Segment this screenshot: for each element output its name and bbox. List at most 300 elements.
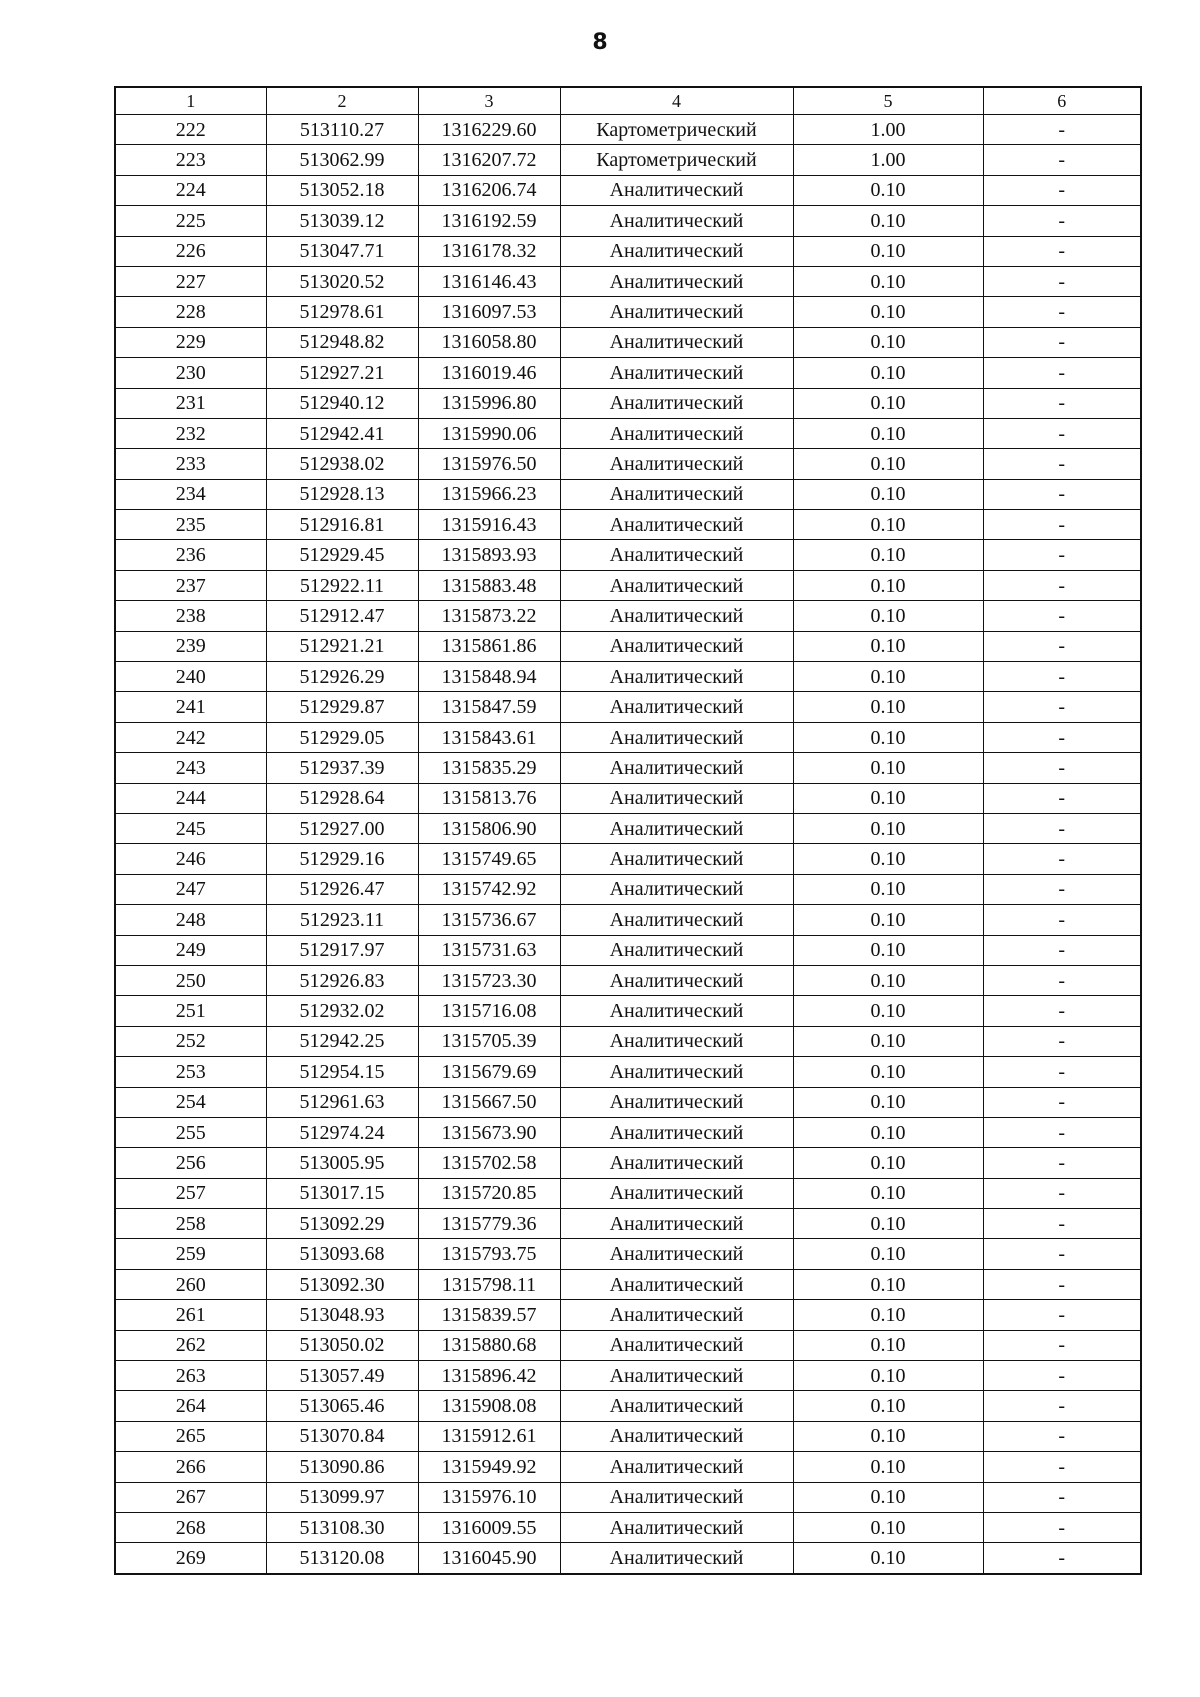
- point-number-cell: 257: [115, 1178, 266, 1208]
- x-coordinate-cell: 513092.30: [266, 1269, 418, 1299]
- accuracy-cell: 0.10: [793, 1026, 983, 1056]
- point-number-cell: 242: [115, 722, 266, 752]
- table-row: [115, 358, 1141, 388]
- table-row: [115, 449, 1141, 479]
- description-cell: -: [983, 388, 1141, 418]
- point-number-cell: 245: [115, 813, 266, 843]
- y-coordinate-cell: 1315908.08: [418, 1391, 560, 1421]
- method-cell: Аналитический: [560, 631, 793, 661]
- method-cell: Аналитический: [560, 388, 793, 418]
- x-coordinate-cell: 512929.87: [266, 692, 418, 722]
- table-row: [115, 236, 1141, 266]
- table-row: [115, 935, 1141, 965]
- y-coordinate-cell: 1315835.29: [418, 753, 560, 783]
- point-number-cell: 263: [115, 1361, 266, 1391]
- method-cell: Аналитический: [560, 874, 793, 904]
- accuracy-cell: 0.10: [793, 236, 983, 266]
- y-coordinate-cell: 1315667.50: [418, 1087, 560, 1117]
- method-cell: Аналитический: [560, 479, 793, 509]
- point-number-cell: 228: [115, 297, 266, 327]
- description-cell: -: [983, 1087, 1141, 1117]
- accuracy-cell: 0.10: [793, 1117, 983, 1147]
- y-coordinate-cell: 1316229.60: [418, 115, 560, 145]
- method-cell: Аналитический: [560, 813, 793, 843]
- point-number-cell: 237: [115, 570, 266, 600]
- method-cell: Аналитический: [560, 1269, 793, 1299]
- description-cell: -: [983, 145, 1141, 175]
- column-header: 3: [418, 87, 560, 115]
- x-coordinate-cell: 513047.71: [266, 236, 418, 266]
- accuracy-cell: 0.10: [793, 813, 983, 843]
- x-coordinate-cell: 512917.97: [266, 935, 418, 965]
- method-cell: Аналитический: [560, 662, 793, 692]
- point-number-cell: 250: [115, 965, 266, 995]
- y-coordinate-cell: 1316019.46: [418, 358, 560, 388]
- point-number-cell: 241: [115, 692, 266, 722]
- point-number-cell: 235: [115, 510, 266, 540]
- table-row: [115, 266, 1141, 296]
- y-coordinate-cell: 1316206.74: [418, 175, 560, 205]
- accuracy-cell: 0.10: [793, 1482, 983, 1512]
- method-cell: Аналитический: [560, 1148, 793, 1178]
- y-coordinate-cell: 1315883.48: [418, 570, 560, 600]
- y-coordinate-cell: 1315976.10: [418, 1482, 560, 1512]
- y-coordinate-cell: 1316097.53: [418, 297, 560, 327]
- accuracy-cell: 0.10: [793, 1452, 983, 1482]
- accuracy-cell: 0.10: [793, 266, 983, 296]
- table-row: [115, 327, 1141, 357]
- y-coordinate-cell: 1315813.76: [418, 783, 560, 813]
- accuracy-cell: 0.10: [793, 449, 983, 479]
- column-header: 4: [560, 87, 793, 115]
- point-number-cell: 248: [115, 905, 266, 935]
- method-cell: Аналитический: [560, 1117, 793, 1147]
- y-coordinate-cell: 1316058.80: [418, 327, 560, 357]
- method-cell: Аналитический: [560, 570, 793, 600]
- description-cell: -: [983, 1239, 1141, 1269]
- description-cell: -: [983, 358, 1141, 388]
- method-cell: Аналитический: [560, 1239, 793, 1269]
- accuracy-cell: 0.10: [793, 1178, 983, 1208]
- accuracy-cell: 0.10: [793, 631, 983, 661]
- method-cell: Аналитический: [560, 935, 793, 965]
- table-row: [115, 1421, 1141, 1451]
- table-row: [115, 1148, 1141, 1178]
- description-cell: -: [983, 236, 1141, 266]
- description-cell: -: [983, 844, 1141, 874]
- x-coordinate-cell: 512954.15: [266, 1057, 418, 1087]
- y-coordinate-cell: 1315996.80: [418, 388, 560, 418]
- y-coordinate-cell: 1315779.36: [418, 1209, 560, 1239]
- description-cell: -: [983, 753, 1141, 783]
- accuracy-cell: 0.10: [793, 510, 983, 540]
- point-number-cell: 253: [115, 1057, 266, 1087]
- table-row: [115, 570, 1141, 600]
- accuracy-cell: 0.10: [793, 1269, 983, 1299]
- y-coordinate-cell: 1315966.23: [418, 479, 560, 509]
- method-cell: Аналитический: [560, 722, 793, 752]
- point-number-cell: 232: [115, 418, 266, 448]
- description-cell: -: [983, 1269, 1141, 1299]
- table-row: [115, 783, 1141, 813]
- y-coordinate-cell: 1316146.43: [418, 266, 560, 296]
- description-cell: -: [983, 965, 1141, 995]
- y-coordinate-cell: 1315742.92: [418, 874, 560, 904]
- accuracy-cell: 0.10: [793, 753, 983, 783]
- x-coordinate-cell: 512926.29: [266, 662, 418, 692]
- accuracy-cell: 0.10: [793, 1391, 983, 1421]
- method-cell: Аналитический: [560, 358, 793, 388]
- x-coordinate-cell: 512916.81: [266, 510, 418, 540]
- y-coordinate-cell: 1316207.72: [418, 145, 560, 175]
- y-coordinate-cell: 1315949.92: [418, 1452, 560, 1482]
- description-cell: -: [983, 1026, 1141, 1056]
- y-coordinate-cell: 1316192.59: [418, 206, 560, 236]
- y-coordinate-cell: 1315736.67: [418, 905, 560, 935]
- point-number-cell: 247: [115, 874, 266, 904]
- description-cell: -: [983, 1452, 1141, 1482]
- x-coordinate-cell: 512929.16: [266, 844, 418, 874]
- point-number-cell: 236: [115, 540, 266, 570]
- method-cell: Аналитический: [560, 236, 793, 266]
- method-cell: Аналитический: [560, 1361, 793, 1391]
- accuracy-cell: 0.10: [793, 1543, 983, 1574]
- description-cell: -: [983, 662, 1141, 692]
- description-cell: -: [983, 905, 1141, 935]
- method-cell: Аналитический: [560, 510, 793, 540]
- table-row: [115, 206, 1141, 236]
- accuracy-cell: 0.10: [793, 965, 983, 995]
- description-cell: -: [983, 570, 1141, 600]
- x-coordinate-cell: 513062.99: [266, 145, 418, 175]
- table-row: [115, 1543, 1141, 1574]
- method-cell: Картометрический: [560, 115, 793, 145]
- description-cell: -: [983, 510, 1141, 540]
- method-cell: Аналитический: [560, 540, 793, 570]
- description-cell: -: [983, 266, 1141, 296]
- table-row: [115, 1330, 1141, 1360]
- description-cell: -: [983, 601, 1141, 631]
- x-coordinate-cell: 512937.39: [266, 753, 418, 783]
- method-cell: Аналитический: [560, 266, 793, 296]
- description-cell: -: [983, 1178, 1141, 1208]
- description-cell: -: [983, 631, 1141, 661]
- y-coordinate-cell: 1315673.90: [418, 1117, 560, 1147]
- x-coordinate-cell: 512928.13: [266, 479, 418, 509]
- x-coordinate-cell: 512938.02: [266, 449, 418, 479]
- method-cell: Аналитический: [560, 1452, 793, 1482]
- x-coordinate-cell: 513110.27: [266, 115, 418, 145]
- accuracy-cell: 0.10: [793, 1421, 983, 1451]
- y-coordinate-cell: 1315798.11: [418, 1269, 560, 1299]
- point-number-cell: 231: [115, 388, 266, 418]
- method-cell: Аналитический: [560, 753, 793, 783]
- method-cell: Аналитический: [560, 1421, 793, 1451]
- description-cell: -: [983, 813, 1141, 843]
- x-coordinate-cell: 513070.84: [266, 1421, 418, 1451]
- point-number-cell: 222: [115, 115, 266, 145]
- table-row: [115, 1512, 1141, 1542]
- table-body: [115, 115, 1141, 1574]
- point-number-cell: 267: [115, 1482, 266, 1512]
- method-cell: Аналитический: [560, 418, 793, 448]
- table-row: [115, 1209, 1141, 1239]
- point-number-cell: 262: [115, 1330, 266, 1360]
- description-cell: -: [983, 1148, 1141, 1178]
- x-coordinate-cell: 512978.61: [266, 297, 418, 327]
- accuracy-cell: 0.10: [793, 783, 983, 813]
- point-number-cell: 261: [115, 1300, 266, 1330]
- table-row: [115, 905, 1141, 935]
- x-coordinate-cell: 512927.00: [266, 813, 418, 843]
- accuracy-cell: 0.10: [793, 1512, 983, 1542]
- point-number-cell: 225: [115, 206, 266, 236]
- method-cell: Аналитический: [560, 327, 793, 357]
- table-row: [115, 1057, 1141, 1087]
- table-header-row: [115, 87, 1141, 115]
- table-row: [115, 479, 1141, 509]
- y-coordinate-cell: 1315716.08: [418, 996, 560, 1026]
- method-cell: Аналитический: [560, 1543, 793, 1574]
- x-coordinate-cell: 512926.47: [266, 874, 418, 904]
- method-cell: Аналитический: [560, 905, 793, 935]
- description-cell: -: [983, 479, 1141, 509]
- method-cell: Аналитический: [560, 1026, 793, 1056]
- point-number-cell: 254: [115, 1087, 266, 1117]
- y-coordinate-cell: 1315731.63: [418, 935, 560, 965]
- x-coordinate-cell: 513092.29: [266, 1209, 418, 1239]
- column-header: 2: [266, 87, 418, 115]
- x-coordinate-cell: 512940.12: [266, 388, 418, 418]
- accuracy-cell: 0.10: [793, 1148, 983, 1178]
- description-cell: -: [983, 1361, 1141, 1391]
- accuracy-cell: 0.10: [793, 1087, 983, 1117]
- x-coordinate-cell: 512929.45: [266, 540, 418, 570]
- accuracy-cell: 0.10: [793, 844, 983, 874]
- description-cell: -: [983, 1421, 1141, 1451]
- description-cell: -: [983, 418, 1141, 448]
- y-coordinate-cell: 1315880.68: [418, 1330, 560, 1360]
- description-cell: -: [983, 1391, 1141, 1421]
- method-cell: Картометрический: [560, 145, 793, 175]
- method-cell: Аналитический: [560, 1512, 793, 1542]
- point-number-cell: 249: [115, 935, 266, 965]
- y-coordinate-cell: 1315806.90: [418, 813, 560, 843]
- point-number-cell: 234: [115, 479, 266, 509]
- description-cell: -: [983, 996, 1141, 1026]
- y-coordinate-cell: 1315848.94: [418, 662, 560, 692]
- point-number-cell: 260: [115, 1269, 266, 1299]
- point-number-cell: 226: [115, 236, 266, 266]
- page-number: 8: [592, 30, 608, 55]
- point-number-cell: 255: [115, 1117, 266, 1147]
- y-coordinate-cell: 1316009.55: [418, 1512, 560, 1542]
- accuracy-cell: 0.10: [793, 692, 983, 722]
- table-row: [115, 1452, 1141, 1482]
- table-row: [115, 996, 1141, 1026]
- accuracy-cell: 0.10: [793, 327, 983, 357]
- accuracy-cell: 0.10: [793, 996, 983, 1026]
- table-row: [115, 145, 1141, 175]
- y-coordinate-cell: 1315843.61: [418, 722, 560, 752]
- method-cell: Аналитический: [560, 1057, 793, 1087]
- x-coordinate-cell: 512928.64: [266, 783, 418, 813]
- x-coordinate-cell: 513057.49: [266, 1361, 418, 1391]
- x-coordinate-cell: 513120.08: [266, 1543, 418, 1574]
- accuracy-cell: 0.10: [793, 1209, 983, 1239]
- accuracy-cell: 0.10: [793, 1361, 983, 1391]
- accuracy-cell: 0.10: [793, 358, 983, 388]
- method-cell: Аналитический: [560, 1300, 793, 1330]
- y-coordinate-cell: 1315916.43: [418, 510, 560, 540]
- description-cell: -: [983, 1117, 1141, 1147]
- description-cell: -: [983, 115, 1141, 145]
- x-coordinate-cell: 513050.02: [266, 1330, 418, 1360]
- x-coordinate-cell: 513108.30: [266, 1512, 418, 1542]
- table-row: [115, 874, 1141, 904]
- description-cell: -: [983, 874, 1141, 904]
- column-header: 6: [983, 87, 1141, 115]
- point-number-cell: 266: [115, 1452, 266, 1482]
- method-cell: Аналитический: [560, 1209, 793, 1239]
- y-coordinate-cell: 1315702.58: [418, 1148, 560, 1178]
- point-number-cell: 230: [115, 358, 266, 388]
- point-number-cell: 264: [115, 1391, 266, 1421]
- accuracy-cell: 0.10: [793, 1057, 983, 1087]
- table-row: [115, 1391, 1141, 1421]
- accuracy-cell: 0.10: [793, 297, 983, 327]
- x-coordinate-cell: 513093.68: [266, 1239, 418, 1269]
- method-cell: Аналитический: [560, 206, 793, 236]
- table-row: [115, 662, 1141, 692]
- table-row: [115, 388, 1141, 418]
- y-coordinate-cell: 1315793.75: [418, 1239, 560, 1269]
- x-coordinate-cell: 512912.47: [266, 601, 418, 631]
- point-number-cell: 238: [115, 601, 266, 631]
- description-cell: -: [983, 327, 1141, 357]
- point-number-cell: 246: [115, 844, 266, 874]
- table-row: [115, 813, 1141, 843]
- accuracy-cell: 0.10: [793, 388, 983, 418]
- table-row: [115, 1482, 1141, 1512]
- description-cell: -: [983, 175, 1141, 205]
- description-cell: -: [983, 1482, 1141, 1512]
- y-coordinate-cell: 1315749.65: [418, 844, 560, 874]
- x-coordinate-cell: 513052.18: [266, 175, 418, 205]
- point-number-cell: 268: [115, 1512, 266, 1542]
- method-cell: Аналитический: [560, 996, 793, 1026]
- method-cell: Аналитический: [560, 1391, 793, 1421]
- accuracy-cell: 0.10: [793, 1300, 983, 1330]
- table-row: [115, 510, 1141, 540]
- x-coordinate-cell: 513099.97: [266, 1482, 418, 1512]
- table-row: [115, 753, 1141, 783]
- method-cell: Аналитический: [560, 1330, 793, 1360]
- x-coordinate-cell: 513048.93: [266, 1300, 418, 1330]
- method-cell: Аналитический: [560, 1178, 793, 1208]
- point-number-cell: 252: [115, 1026, 266, 1056]
- table-row: [115, 601, 1141, 631]
- description-cell: -: [983, 935, 1141, 965]
- description-cell: -: [983, 540, 1141, 570]
- description-cell: -: [983, 449, 1141, 479]
- y-coordinate-cell: 1315839.57: [418, 1300, 560, 1330]
- accuracy-cell: 0.10: [793, 540, 983, 570]
- y-coordinate-cell: 1315912.61: [418, 1421, 560, 1451]
- table-row: [115, 844, 1141, 874]
- point-number-cell: 258: [115, 1209, 266, 1239]
- x-coordinate-cell: 512929.05: [266, 722, 418, 752]
- x-coordinate-cell: 512926.83: [266, 965, 418, 995]
- x-coordinate-cell: 512932.02: [266, 996, 418, 1026]
- y-coordinate-cell: 1315873.22: [418, 601, 560, 631]
- method-cell: Аналитический: [560, 601, 793, 631]
- table-row: [115, 540, 1141, 570]
- description-cell: -: [983, 297, 1141, 327]
- table-row: [115, 175, 1141, 205]
- y-coordinate-cell: 1315705.39: [418, 1026, 560, 1056]
- point-number-cell: 233: [115, 449, 266, 479]
- point-number-cell: 224: [115, 175, 266, 205]
- method-cell: Аналитический: [560, 783, 793, 813]
- accuracy-cell: 0.10: [793, 601, 983, 631]
- x-coordinate-cell: 513017.15: [266, 1178, 418, 1208]
- y-coordinate-cell: 1315679.69: [418, 1057, 560, 1087]
- x-coordinate-cell: 512923.11: [266, 905, 418, 935]
- x-coordinate-cell: 512942.25: [266, 1026, 418, 1056]
- description-cell: -: [983, 1057, 1141, 1087]
- y-coordinate-cell: 1315723.30: [418, 965, 560, 995]
- accuracy-cell: 1.00: [793, 145, 983, 175]
- y-coordinate-cell: 1315861.86: [418, 631, 560, 661]
- x-coordinate-cell: 513039.12: [266, 206, 418, 236]
- column-header: 5: [793, 87, 983, 115]
- coordinates-table: [114, 86, 1142, 1575]
- accuracy-cell: 0.10: [793, 1239, 983, 1269]
- accuracy-cell: 0.10: [793, 206, 983, 236]
- x-coordinate-cell: 513090.86: [266, 1452, 418, 1482]
- point-number-cell: 265: [115, 1421, 266, 1451]
- x-coordinate-cell: 513005.95: [266, 1148, 418, 1178]
- x-coordinate-cell: 512974.24: [266, 1117, 418, 1147]
- point-number-cell: 227: [115, 266, 266, 296]
- description-cell: -: [983, 1330, 1141, 1360]
- accuracy-cell: 0.10: [793, 570, 983, 600]
- method-cell: Аналитический: [560, 1482, 793, 1512]
- point-number-cell: 251: [115, 996, 266, 1026]
- description-cell: -: [983, 783, 1141, 813]
- method-cell: Аналитический: [560, 175, 793, 205]
- description-cell: -: [983, 206, 1141, 236]
- column-header: 1: [115, 87, 266, 115]
- accuracy-cell: 1.00: [793, 115, 983, 145]
- table-row: [115, 1178, 1141, 1208]
- y-coordinate-cell: 1315720.85: [418, 1178, 560, 1208]
- point-number-cell: 243: [115, 753, 266, 783]
- table-row: [115, 1117, 1141, 1147]
- table-row: [115, 631, 1141, 661]
- point-number-cell: 256: [115, 1148, 266, 1178]
- x-coordinate-cell: 513065.46: [266, 1391, 418, 1421]
- method-cell: Аналитический: [560, 844, 793, 874]
- x-coordinate-cell: 512948.82: [266, 327, 418, 357]
- table-row: [115, 1026, 1141, 1056]
- accuracy-cell: 0.10: [793, 874, 983, 904]
- description-cell: -: [983, 1543, 1141, 1574]
- accuracy-cell: 0.10: [793, 418, 983, 448]
- y-coordinate-cell: 1316178.32: [418, 236, 560, 266]
- table-row: [115, 965, 1141, 995]
